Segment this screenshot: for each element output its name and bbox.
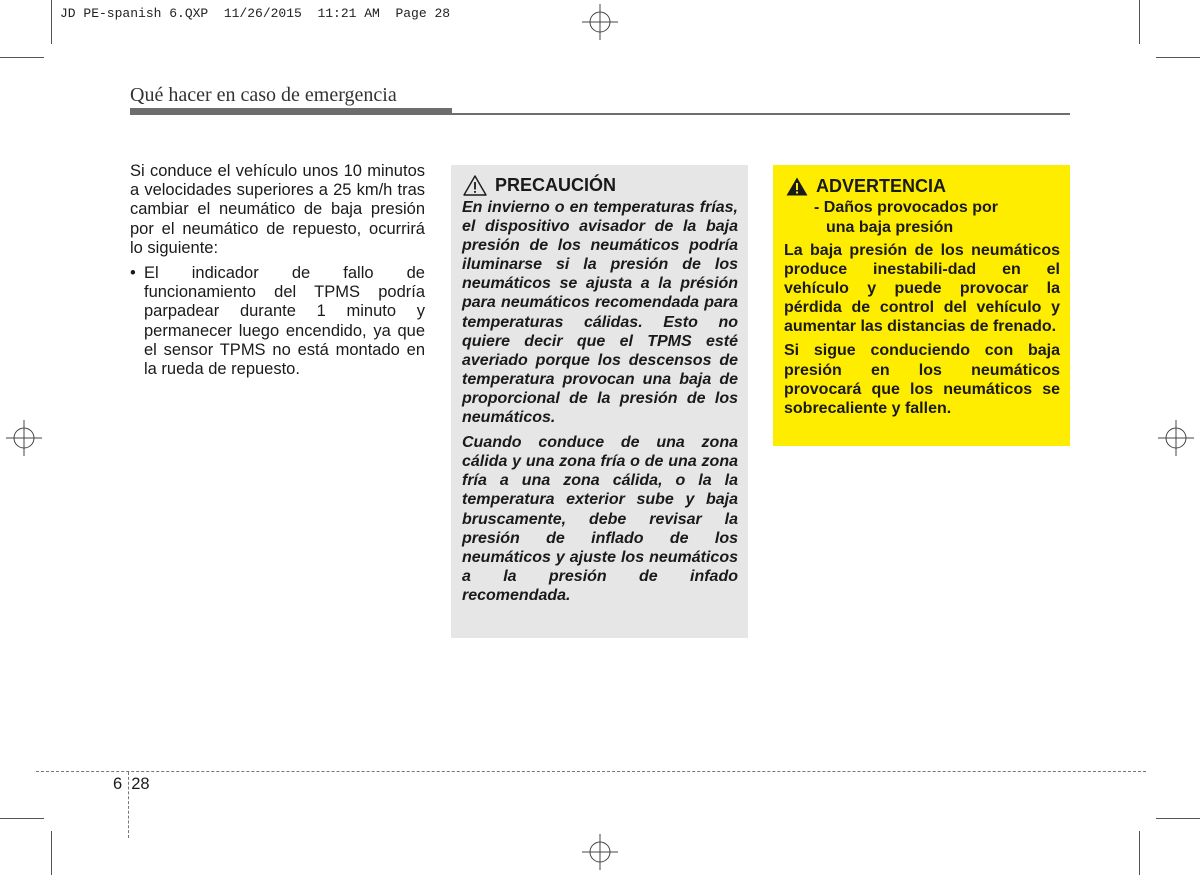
crop-mark-bottom-right-h	[1156, 818, 1200, 819]
caution-box	[451, 165, 748, 638]
crop-mark-bottom-left-v	[51, 831, 52, 875]
warning-title: ADVERTENCIA	[816, 176, 947, 196]
body-paragraph: Si conduce el vehículo unos 10 minutos a velocidades superiores a 25 km/h tras cambiar el neumático de baja presión por el neumático de repuesto, ocurrirá lo siguiente:	[130, 162, 425, 257]
bullet-text: El indicador de fallo de funcionamiento del TPMS podría parpadear durante 1 minuto y permanecer luego encendido, ya que el sensor TPMS no está montado en la rueda de repuesto.	[144, 264, 425, 379]
registration-mark-bottom-icon	[582, 834, 618, 870]
warning-subtitle-line-2: una baja presión	[826, 219, 954, 236]
section-header-title: Qué hacer en caso de emergencia	[130, 84, 397, 106]
caution-title: PRECAUCIÓN	[495, 175, 617, 195]
warning-triangle-outline-icon	[463, 175, 487, 196]
warning-paragraph-1: La baja presión de los neumáticos produce inestabili-dad en el vehículo y puede provocar la pérdida de control del vehículo y aumentar las distancias de frenado.	[784, 242, 1060, 336]
crop-mark-top-right-v	[1139, 0, 1140, 44]
warning-triangle-filled-icon	[786, 177, 808, 196]
warning-paragraph-2: Si sigue conduciendo con baja presión en los neumáticos provocará que los neumáticos se sobrecaliente y fallen.	[784, 342, 1060, 417]
header-rule-thick	[130, 108, 452, 115]
registration-mark-left-icon	[6, 420, 42, 456]
caution-paragraph-2: Cuando conduce de una zona cálida y una zona fría o de una zona fría a una zona cálida, o la la temperatura exterior sube y baja bruscamente, debe revisar la presión de inflado de los neumáticos y ajuste los neumáticos a la presión de infado recomendada.	[462, 434, 738, 604]
print-slug: JD PE-spanish 6.QXP 11/26/2015 11:21 AM Page 28	[60, 6, 451, 21]
registration-mark-top-icon	[582, 4, 618, 40]
header-rule-thin	[452, 113, 1070, 115]
registration-mark-right-icon	[1158, 420, 1194, 456]
page-number-value: 28	[131, 775, 150, 793]
crop-mark-bottom-left-h	[0, 818, 44, 819]
crop-mark-top-left-v	[51, 0, 52, 44]
crop-mark-top-left-h	[0, 57, 44, 58]
crop-mark-top-right-h	[1156, 57, 1200, 58]
footer-dashed-rule	[36, 771, 1146, 772]
caution-paragraph-1: En invierno o en temperaturas frías, el dispositivo avisador de la baja presión de los neumáticos podría iluminarse si la presión de los neumáticos se ajusta a la présión para neumáticos recomendada para temperaturas cálidas. Esto no quiere decir que el TPMS esté averiado porque los descensos de temperatura provocan una baja de proporcional de la presión de los neumáticos.	[462, 199, 738, 427]
page-number	[113, 775, 150, 794]
bullet-item	[130, 264, 425, 379]
warning-heading	[786, 176, 1060, 197]
page-section-number: 6	[113, 775, 123, 793]
warning-subtitle-line-1: - Daños provocados por	[814, 199, 999, 216]
caution-heading	[463, 175, 738, 196]
warning-box	[773, 165, 1070, 446]
crop-mark-bottom-right-v	[1139, 831, 1140, 875]
body-text-column	[130, 162, 425, 379]
bullet-mark: •	[130, 264, 136, 283]
